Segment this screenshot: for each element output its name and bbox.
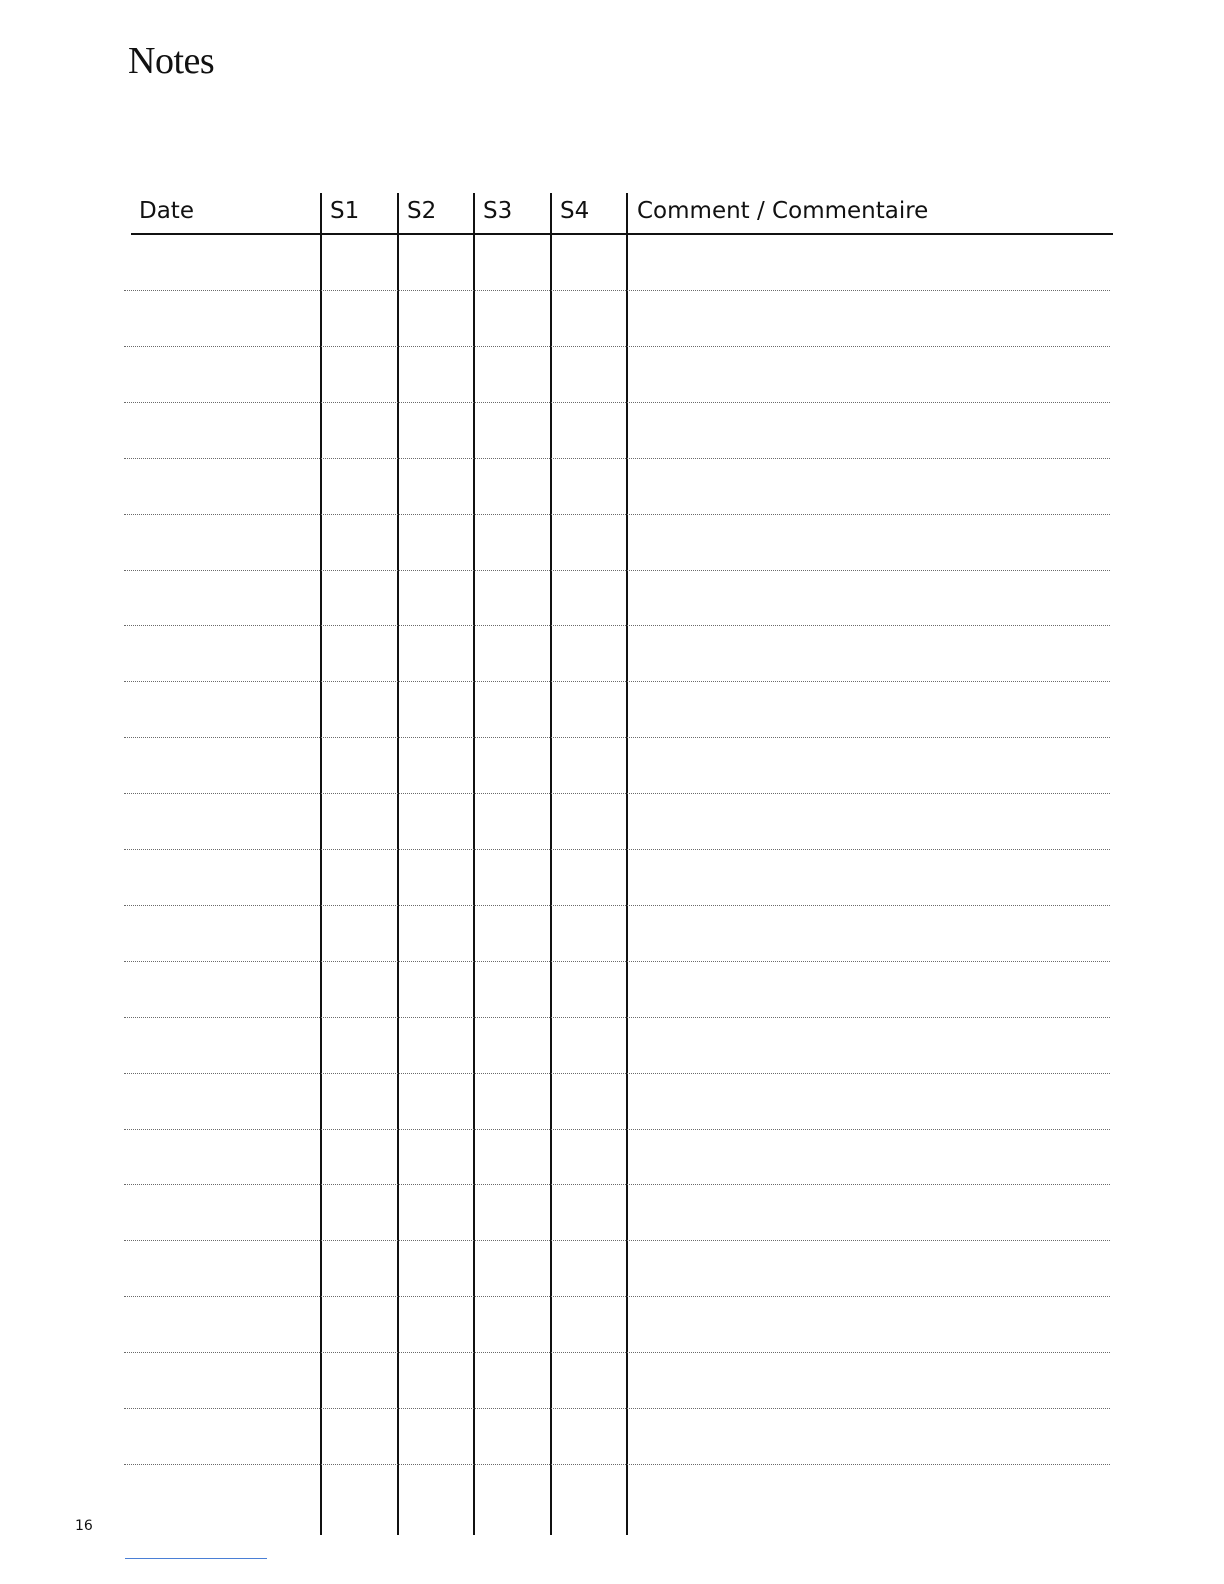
row-dotted-line [124, 570, 1110, 571]
header-s2: S2 [407, 198, 437, 224]
header-s1: S1 [330, 198, 360, 224]
column-divider [397, 193, 399, 1535]
row-dotted-line [124, 290, 1110, 291]
header-date: Date [139, 198, 194, 224]
row-dotted-line [124, 1240, 1110, 1241]
row-dotted-line [124, 514, 1110, 515]
row-dotted-line [124, 1129, 1110, 1130]
page-number: 16 [75, 1518, 93, 1534]
header-s4: S4 [560, 198, 590, 224]
row-dotted-line [124, 458, 1110, 459]
header-rule [131, 233, 1113, 235]
column-divider [626, 193, 628, 1535]
footer-link-line [125, 1558, 267, 1559]
row-dotted-line [124, 402, 1110, 403]
row-dotted-line [124, 961, 1110, 962]
row-dotted-line [124, 1408, 1110, 1409]
row-dotted-line [124, 905, 1110, 906]
row-dotted-line [124, 346, 1110, 347]
column-divider [473, 193, 475, 1535]
row-dotted-line [124, 849, 1110, 850]
header-s3: S3 [483, 198, 513, 224]
row-dotted-line [124, 1296, 1110, 1297]
row-dotted-line [124, 625, 1110, 626]
header-comment: Comment / Commentaire [637, 198, 929, 224]
row-dotted-line [124, 1073, 1110, 1074]
row-dotted-line [124, 681, 1110, 682]
column-divider [550, 193, 552, 1535]
column-divider [320, 193, 322, 1535]
row-dotted-line [124, 1464, 1110, 1465]
row-dotted-line [124, 1184, 1110, 1185]
page-title: Notes [128, 40, 215, 82]
row-dotted-line [124, 737, 1110, 738]
row-dotted-line [124, 1017, 1110, 1018]
row-dotted-line [124, 1352, 1110, 1353]
row-dotted-line [124, 793, 1110, 794]
